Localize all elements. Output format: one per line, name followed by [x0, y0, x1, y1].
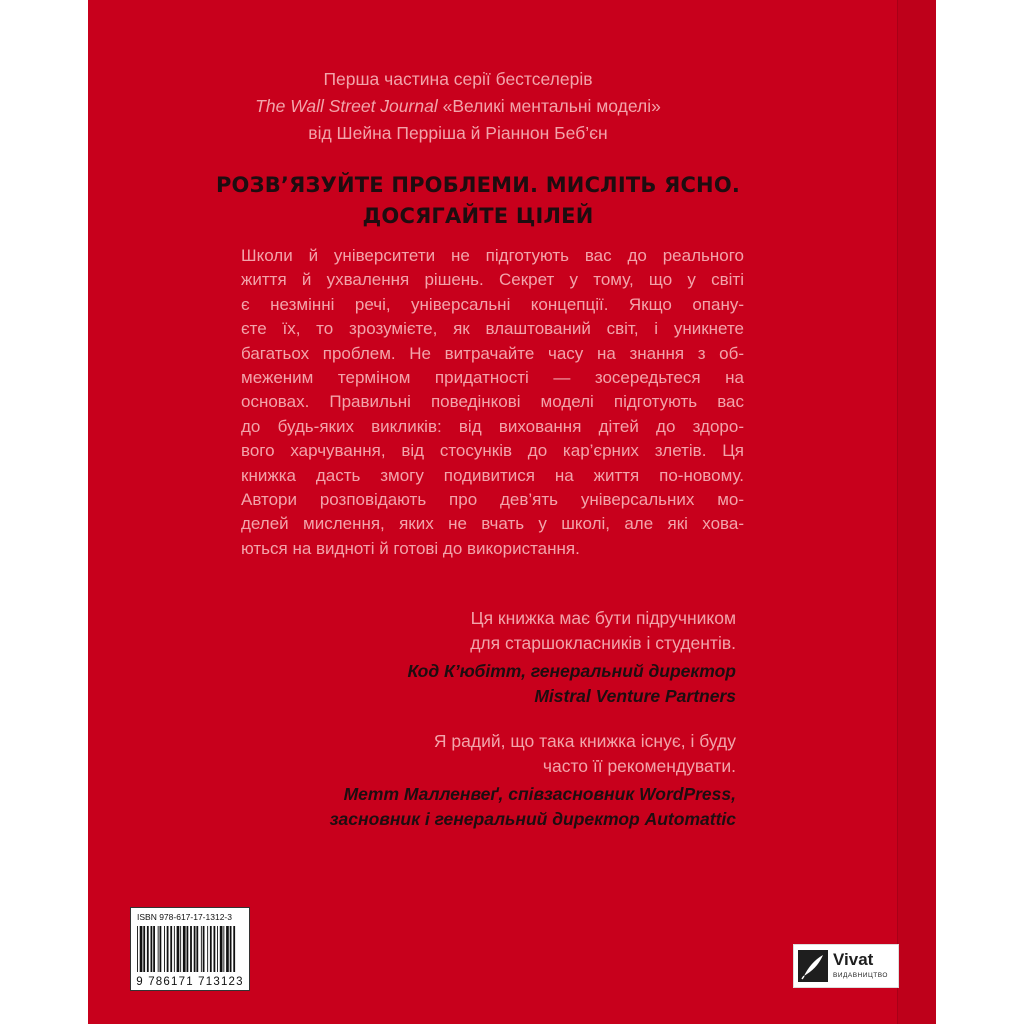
description-line: єте їх, то зрозумієте, як влаштований світ, і уникнете: [241, 319, 744, 339]
barcode-icon: [137, 926, 243, 972]
isbn-label: ISBN 978-617-17-1312-3: [137, 912, 232, 922]
cover-spine-edge: [897, 0, 936, 1024]
publisher-logo: [793, 944, 899, 988]
intro-line-3: від Шейна Перріша й Ріаннон Беб’єн: [308, 123, 608, 143]
intro-line-2: [208, 93, 708, 120]
attribution-line: Метт Малленвеґ, співзасновник WordPress,: [343, 784, 736, 804]
testimonial-text-line: Я радий, що така книжка існує, і буду: [433, 731, 736, 751]
description-line: життя й ухвалення рішень. Секрет у тому, що у світі: [241, 270, 744, 290]
back-cover: [88, 0, 936, 1024]
description-line: є незмінні речі, універсальні концепції. Якщо опану-: [241, 294, 744, 314]
intro-journal-name: The Wall Street Journal: [255, 96, 438, 116]
description-line: делей мислення, яких не вчать у школі, але які хова-: [241, 514, 744, 534]
testimonial-attribution: [330, 782, 736, 831]
description-line: до будь-яких викликів: від виховання дітей до здоро-: [241, 416, 744, 436]
publisher-name: Vivat: [833, 950, 874, 969]
description-line: вого харчування, від стосунків до кар’єрних злетів. Ця: [241, 441, 744, 461]
testimonial-text-line: Ця книжка має бути підручником: [470, 608, 736, 628]
barcode-digits: 9 786171 713123: [136, 976, 244, 988]
headline-line-2: ДОСЯГАЙТЕ ЦІЛЕЙ: [362, 204, 594, 228]
attribution-line: Код К’юбітт, генеральний директор: [407, 661, 736, 681]
intro-line-1: Перша частина серії бестселерів: [323, 69, 593, 89]
description-line: Автори розповідають про дев’ять універсальних мо-: [241, 490, 744, 510]
description-line: меженим терміном придатності — зосередьтеся на: [241, 368, 744, 388]
description-line: книжка дасть змогу подивитися на життя по-новому.: [241, 465, 744, 485]
description-line: багатьох проблем. Не витрачайте часу на знання з об-: [241, 343, 744, 363]
attribution-line: Mistral Venture Partners: [534, 685, 736, 706]
publisher-subtitle: ВИДАВНИЦТВО: [833, 972, 888, 979]
testimonial-text-line: часто її рекомендувати.: [542, 755, 736, 776]
headline: [178, 170, 778, 232]
description-text: [241, 244, 744, 561]
headline-line-1: РОЗВ’ЯЗУЙТЕ ПРОБЛЕМИ. МИСЛІТЬ ЯСНО.: [215, 173, 741, 197]
testimonial-text-line: для старшокласників і студентів.: [470, 632, 736, 653]
testimonial-attribution: [408, 659, 736, 708]
barcode-label: [130, 907, 250, 991]
intro-series-name: «Великі ментальні моделі»: [437, 96, 661, 116]
description-line: основах. Правильні поведінкові моделі підготують вас: [241, 392, 744, 412]
quill-icon: [798, 950, 828, 982]
description-line: Школи й університети не підготують вас до реального: [241, 246, 744, 265]
description-line: ються на видноті й готові до використання.: [241, 538, 580, 558]
attribution-line: засновник і генеральний директор Automattic: [329, 808, 736, 829]
testimonial-1: [408, 606, 736, 708]
series-intro: [208, 66, 708, 147]
testimonial-2: [330, 729, 736, 831]
